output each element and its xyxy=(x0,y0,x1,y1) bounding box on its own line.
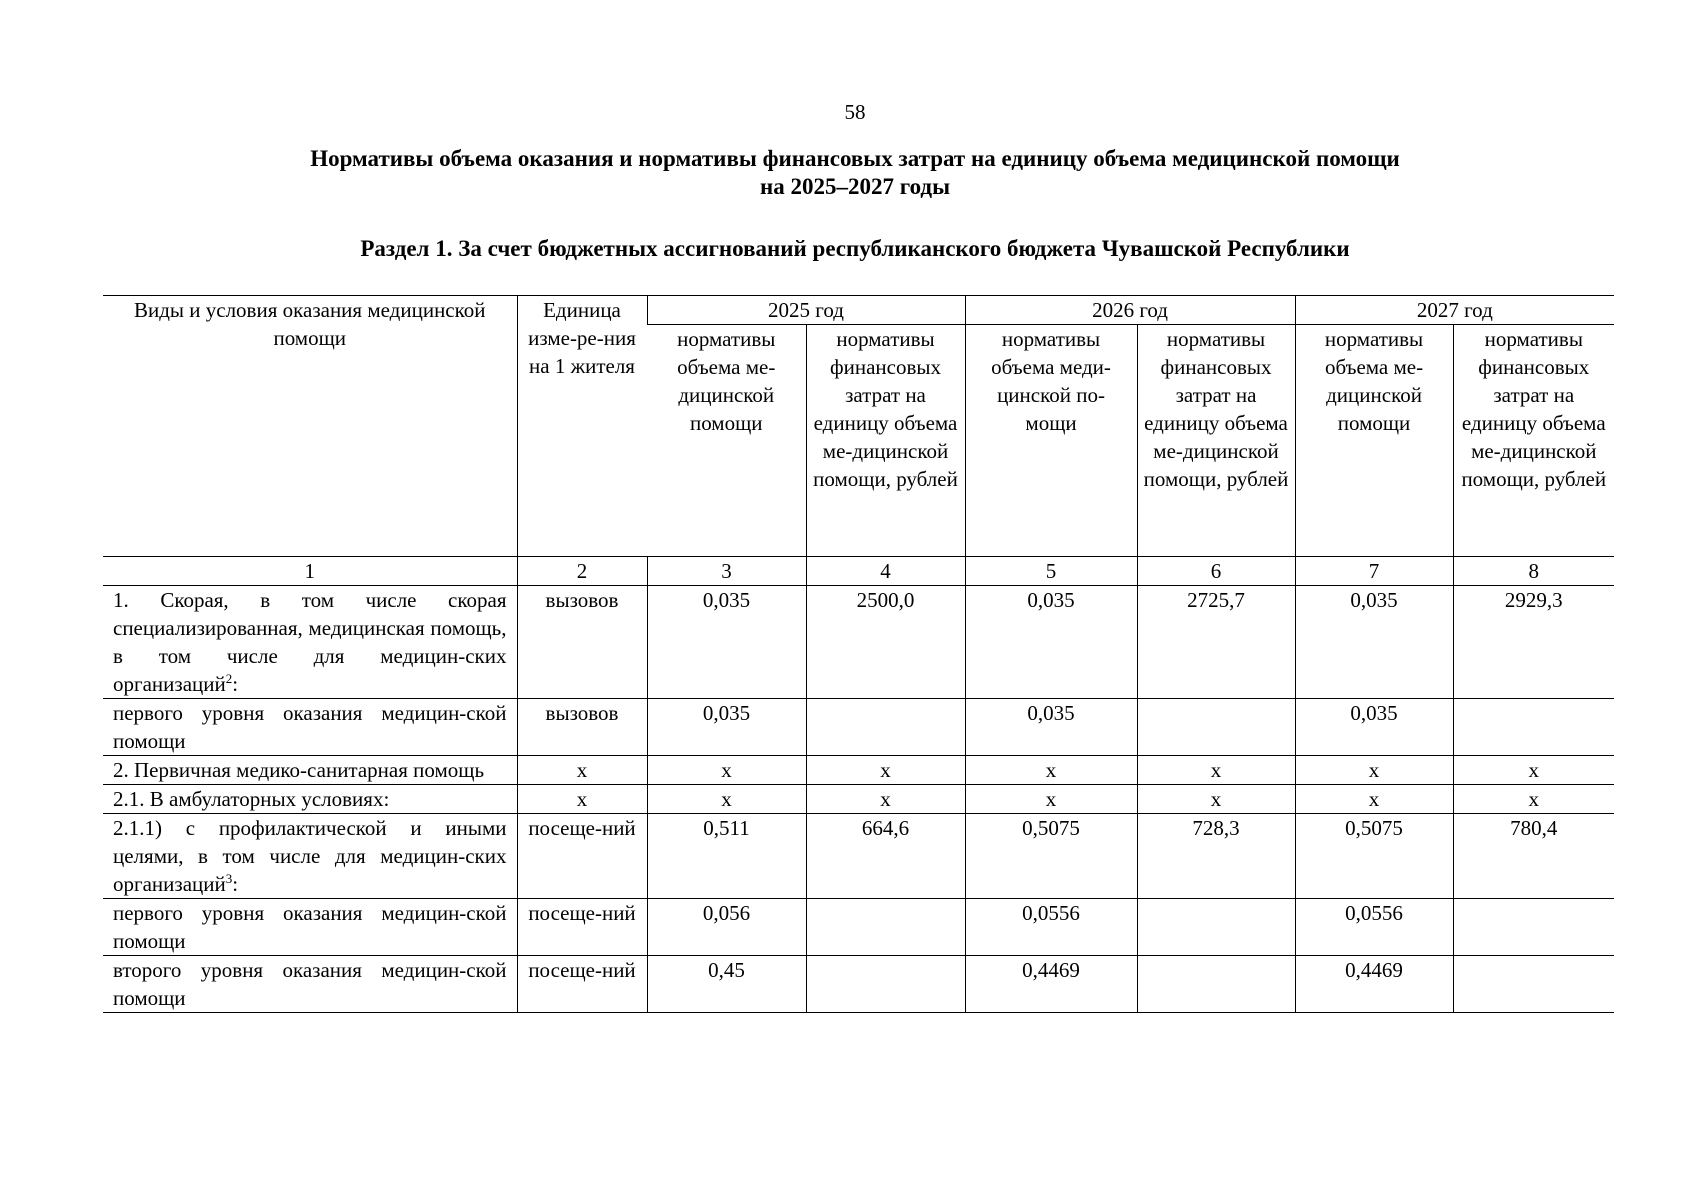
row-label xyxy=(103,814,517,899)
cell-volume-2025: 0,035 xyxy=(647,699,806,756)
header-cost-2027: нормативы финансовых затрат на единицу объема ме-дицинской помощи, рублей xyxy=(1453,325,1614,557)
cell-volume-2026: 0,4469 xyxy=(965,956,1137,1013)
row-label xyxy=(103,756,517,785)
cell-cost-2027 xyxy=(1453,956,1614,1013)
cell-cost-2027 xyxy=(1453,899,1614,956)
cell-cost-2025: х xyxy=(806,756,965,785)
header-row-years xyxy=(103,296,1614,325)
header-type: Виды и условия оказания медицинской помощи xyxy=(103,296,517,557)
cell-cost-2026 xyxy=(1137,699,1295,756)
cell-volume-2026: 0,035 xyxy=(965,586,1137,699)
row-label-text: 2.1. В амбулаторных условиях: xyxy=(113,787,390,811)
cell-unit: вызовов xyxy=(517,699,647,756)
norms-table xyxy=(103,295,1614,1013)
cell-volume-2025: х xyxy=(647,756,806,785)
cell-cost-2027: 780,4 xyxy=(1453,814,1614,899)
table-row xyxy=(103,699,1614,756)
cell-cost-2026 xyxy=(1137,899,1295,956)
cell-volume-2027: 0,035 xyxy=(1295,699,1453,756)
cell-unit: посеще-ний xyxy=(517,956,647,1013)
row-label-text: 1. Скорая, в том числе скорая специализированная, медицинская помощь, в том числе для медицин-ских организаций xyxy=(113,588,507,696)
cell-cost-2025 xyxy=(806,899,965,956)
cell-cost-2025: 664,6 xyxy=(806,814,965,899)
cell-volume-2027: 0,0556 xyxy=(1295,899,1453,956)
header-year-2025: 2025 год xyxy=(647,296,965,325)
cell-volume-2025: 0,45 xyxy=(647,956,806,1013)
row-label-text: 2. Первичная медико-санитарная помощь xyxy=(113,758,485,782)
page-number: 58 xyxy=(844,100,866,124)
cell-volume-2026: 0,5075 xyxy=(965,814,1137,899)
cell-volume-2026: х xyxy=(965,756,1137,785)
cell-cost-2027: х xyxy=(1453,785,1614,814)
cell-volume-2027: 0,4469 xyxy=(1295,956,1453,1013)
column-number: 8 xyxy=(1453,557,1614,586)
cell-cost-2025: х xyxy=(806,785,965,814)
cell-unit: вызовов xyxy=(517,586,647,699)
footnote-ref: 2 xyxy=(225,671,233,686)
table-row xyxy=(103,956,1614,1013)
row-label-suffix: : xyxy=(232,872,239,896)
row-label-suffix: : xyxy=(232,672,239,696)
header-volume-2027: нормативы объема ме-дицинской помощи xyxy=(1295,325,1453,557)
cell-volume-2027: х xyxy=(1295,785,1453,814)
table-row xyxy=(103,899,1614,956)
header-year-2027: 2027 год xyxy=(1295,296,1614,325)
cell-cost-2026: х xyxy=(1137,785,1295,814)
cell-unit: посеще-ний xyxy=(517,899,647,956)
cell-volume-2025: 0,511 xyxy=(647,814,806,899)
cell-volume-2025: х xyxy=(647,785,806,814)
cell-cost-2027 xyxy=(1453,699,1614,756)
header-volume-2025: нормативы объема ме-дицинской помощи xyxy=(647,325,806,557)
header-row-numbers xyxy=(103,557,1614,586)
header-unit: Единица изме-ре-ния на 1 жителя xyxy=(517,296,647,557)
cell-cost-2026 xyxy=(1137,956,1295,1013)
cell-cost-2027: х xyxy=(1453,756,1614,785)
cell-cost-2025 xyxy=(806,956,965,1013)
table-row xyxy=(103,814,1614,899)
cell-cost-2025: 2500,0 xyxy=(806,586,965,699)
column-number: 7 xyxy=(1295,557,1453,586)
header-volume-2026: нормативы объема меди-цинской по-мощи xyxy=(965,325,1137,557)
header-cost-2026: нормативы финансовых затрат на единицу объема ме-дицинской помощи, рублей xyxy=(1137,325,1295,557)
column-number: 3 xyxy=(647,557,806,586)
cell-unit: х xyxy=(517,756,647,785)
cell-cost-2026: 728,3 xyxy=(1137,814,1295,899)
cell-volume-2025: 0,035 xyxy=(647,586,806,699)
column-number: 2 xyxy=(517,557,647,586)
header-cost-2025: нормативы финансовых затрат на единицу объема ме-дицинской помощи, рублей xyxy=(806,325,965,557)
row-label-text: первого уровня оказания медицин-ской помощи xyxy=(113,701,507,753)
row-label-text: второго уровня оказания медицин-ской помощи xyxy=(113,958,507,1010)
column-number: 6 xyxy=(1137,557,1295,586)
row-label xyxy=(103,899,517,956)
row-label-text: 2.1.1) с профилактической и иными целями, в том числе для медицин-ских организаций xyxy=(113,816,507,896)
cell-cost-2027: 2929,3 xyxy=(1453,586,1614,699)
column-number: 5 xyxy=(965,557,1137,586)
section-title: Раздел 1. За счет бюджетных ассигнований республиканского бюджета Чувашской Республики xyxy=(360,236,1350,261)
row-label xyxy=(103,586,517,699)
header-year-2026: 2026 год xyxy=(965,296,1295,325)
table-row xyxy=(103,756,1614,785)
cell-cost-2026: 2725,7 xyxy=(1137,586,1295,699)
cell-unit: х xyxy=(517,785,647,814)
row-label xyxy=(103,699,517,756)
cell-volume-2027: 0,035 xyxy=(1295,586,1453,699)
row-label xyxy=(103,785,517,814)
title-line-1: Нормативы объема оказания и нормативы финансовых затрат на единицу объема медицинской помощи xyxy=(310,146,1400,171)
cell-volume-2026: х xyxy=(965,785,1137,814)
table-row xyxy=(103,586,1614,699)
table-row xyxy=(103,785,1614,814)
row-label-text: первого уровня оказания медицин-ской помощи xyxy=(113,901,507,953)
cell-volume-2026: 0,035 xyxy=(965,699,1137,756)
cell-volume-2025: 0,056 xyxy=(647,899,806,956)
cell-volume-2026: 0,0556 xyxy=(965,899,1137,956)
column-number: 4 xyxy=(806,557,965,586)
cell-cost-2026: х xyxy=(1137,756,1295,785)
table-body xyxy=(103,586,1614,1013)
footnote-ref: 3 xyxy=(225,871,233,886)
row-label xyxy=(103,956,517,1013)
cell-volume-2027: х xyxy=(1295,756,1453,785)
cell-unit: посеще-ний xyxy=(517,814,647,899)
column-number: 1 xyxy=(103,557,517,586)
cell-volume-2027: 0,5075 xyxy=(1295,814,1453,899)
title-line-2: на 2025–2027 годы xyxy=(759,174,951,199)
document-title xyxy=(0,145,1697,201)
cell-cost-2025 xyxy=(806,699,965,756)
